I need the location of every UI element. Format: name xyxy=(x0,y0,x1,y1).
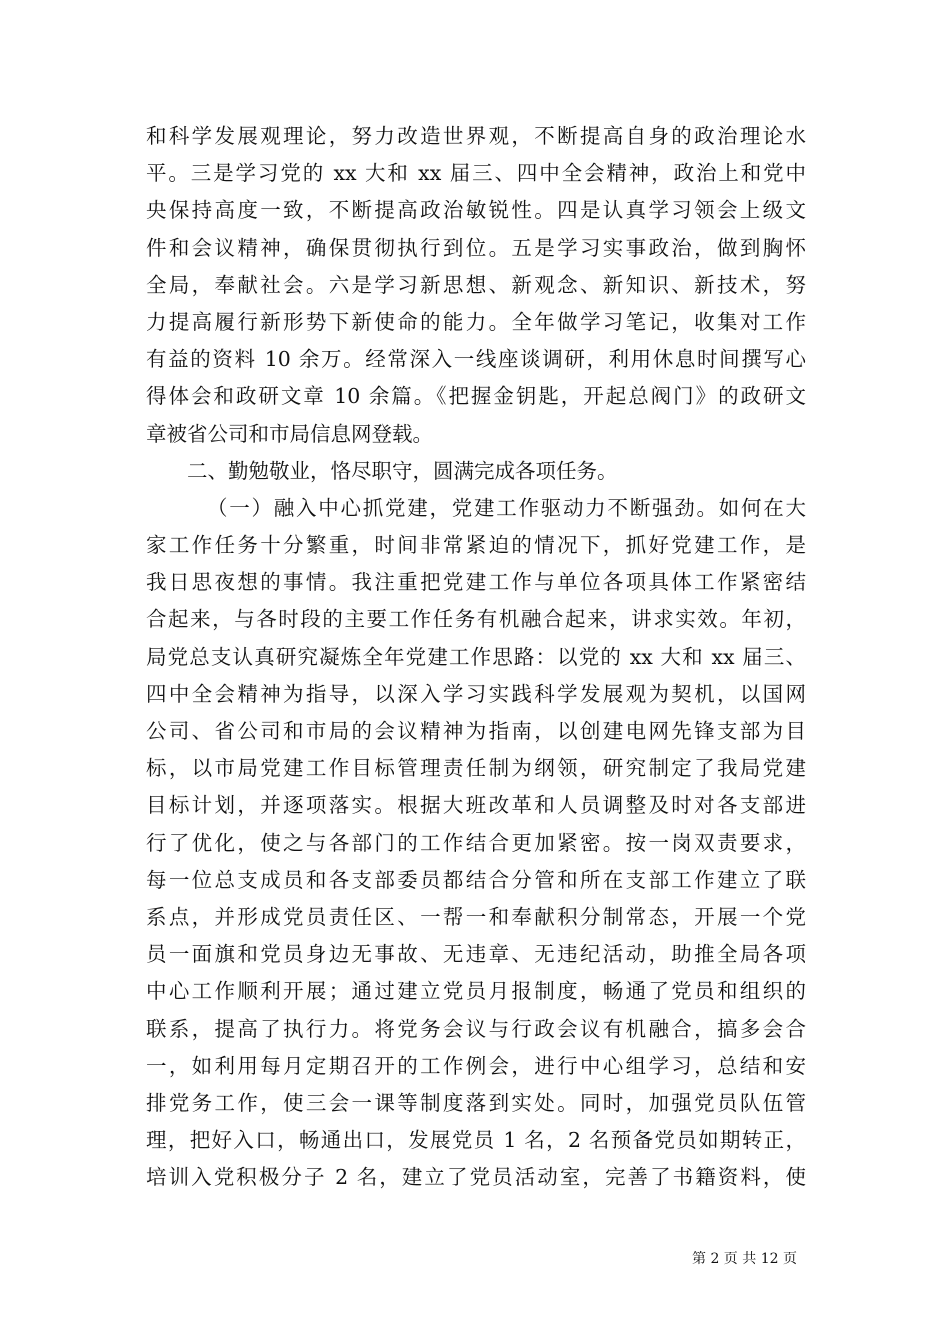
text-line: 每一位总支成员和各支部委员都结合分管和所在支部工作建立了联 xyxy=(146,867,806,892)
text-line: 员一面旗和党员身边无事故、无违章、无违纪活动，助推全局各项 xyxy=(146,942,806,967)
text-line: 得体会和政研文章 10 余篇。《把握金钥匙，开起总阀门》的政研文 xyxy=(146,384,806,409)
text-line: 排党务工作，使三会一课等制度落到实处。同时，加强党员队伍管 xyxy=(146,1090,806,1115)
section-heading: 二、勤勉敬业，恪尽职守，圆满完成各项任务。 xyxy=(187,458,618,483)
text-line: 局党总支认真研究凝炼全年党建工作思路：以党的 xx 大和 xx 届三、 xyxy=(146,644,806,669)
text-line: 标，以市局党建工作目标管理责任制为纲领，研究制定了我局党建 xyxy=(146,756,806,781)
text-line: 四中全会精神为指导，以深入学习实践科学发展观为契机，以国网 xyxy=(146,681,806,706)
text-line: 理，把好入口，畅通出口，发展党员 1 名，2 名预备党员如期转正， xyxy=(146,1128,806,1153)
text-line: 我日思夜想的事情。我注重把党建工作与单位各项具体工作紧密结 xyxy=(146,570,806,595)
text-line: 央保持高度一致，不断提高政治敏锐性。四是认真学习领会上级文 xyxy=(146,198,806,223)
text-line: 和科学发展观理论，努力改造世界观，不断提高自身的政治理论水 xyxy=(146,124,806,148)
text-line: 件和会议精神，确保贯彻执行到位。五是学习实事政治，做到胸怀 xyxy=(146,235,806,260)
subsection-heading-line: （一）融入中心抓党建，党建工作驱动力不断强劲。如何在大 xyxy=(207,495,806,520)
text-line: 目标计划，并逐项落实。根据大班改革和人员调整及时对各支部进 xyxy=(146,793,806,818)
text-line: 全局，奉献社会。六是学习新思想、新观念、新知识、新技术，努 xyxy=(146,272,806,297)
text-line: 中心工作顺利开展；通过建立党员月报制度，畅通了党员和组织的 xyxy=(146,979,806,1004)
text-line: 一，如利用每月定期召开的工作例会，进行中心组学习，总结和安 xyxy=(146,1053,806,1078)
text-line: 平。三是学习党的 xx 大和 xx 届三、四中全会精神，政治上和党中 xyxy=(146,161,806,186)
body-text xyxy=(146,118,806,1196)
text-line: 合起来，与各时段的主要工作任务有机融合起来，讲求实效。年初， xyxy=(146,607,806,632)
text-line: 系点，并形成党员责任区、一帮一和奉献积分制常态，开展一个党 xyxy=(146,904,806,929)
text-line: 联系，提高了执行力。将党务会议与行政会议有机融合，搞多会合 xyxy=(146,1016,806,1041)
text-line: 行了优化，使之与各部门的工作结合更加紧密。按一岗双责要求， xyxy=(146,830,806,855)
page-number-footer: 第 2 页 共 12 页 xyxy=(692,1251,797,1267)
text-line: 章被省公司和市局信息网登载。 xyxy=(146,421,433,446)
text-line: 公司、省公司和市局的会议精神为指南，以创建电网先锋支部为目 xyxy=(146,719,806,743)
text-line: 有益的资料 10 余万。经常深入一线座谈调研，利用休息时间撰写心 xyxy=(146,347,806,372)
text-line: 力提高履行新形势下新使命的能力。全年做学习笔记，收集对工作 xyxy=(146,309,806,334)
text-line: 家工作任务十分繁重，时间非常紧迫的情况下，抓好党建工作，是 xyxy=(146,533,806,558)
text-line: 培训入党积极分子 2 名，建立了党员活动室，完善了书籍资料，使 xyxy=(146,1165,806,1190)
